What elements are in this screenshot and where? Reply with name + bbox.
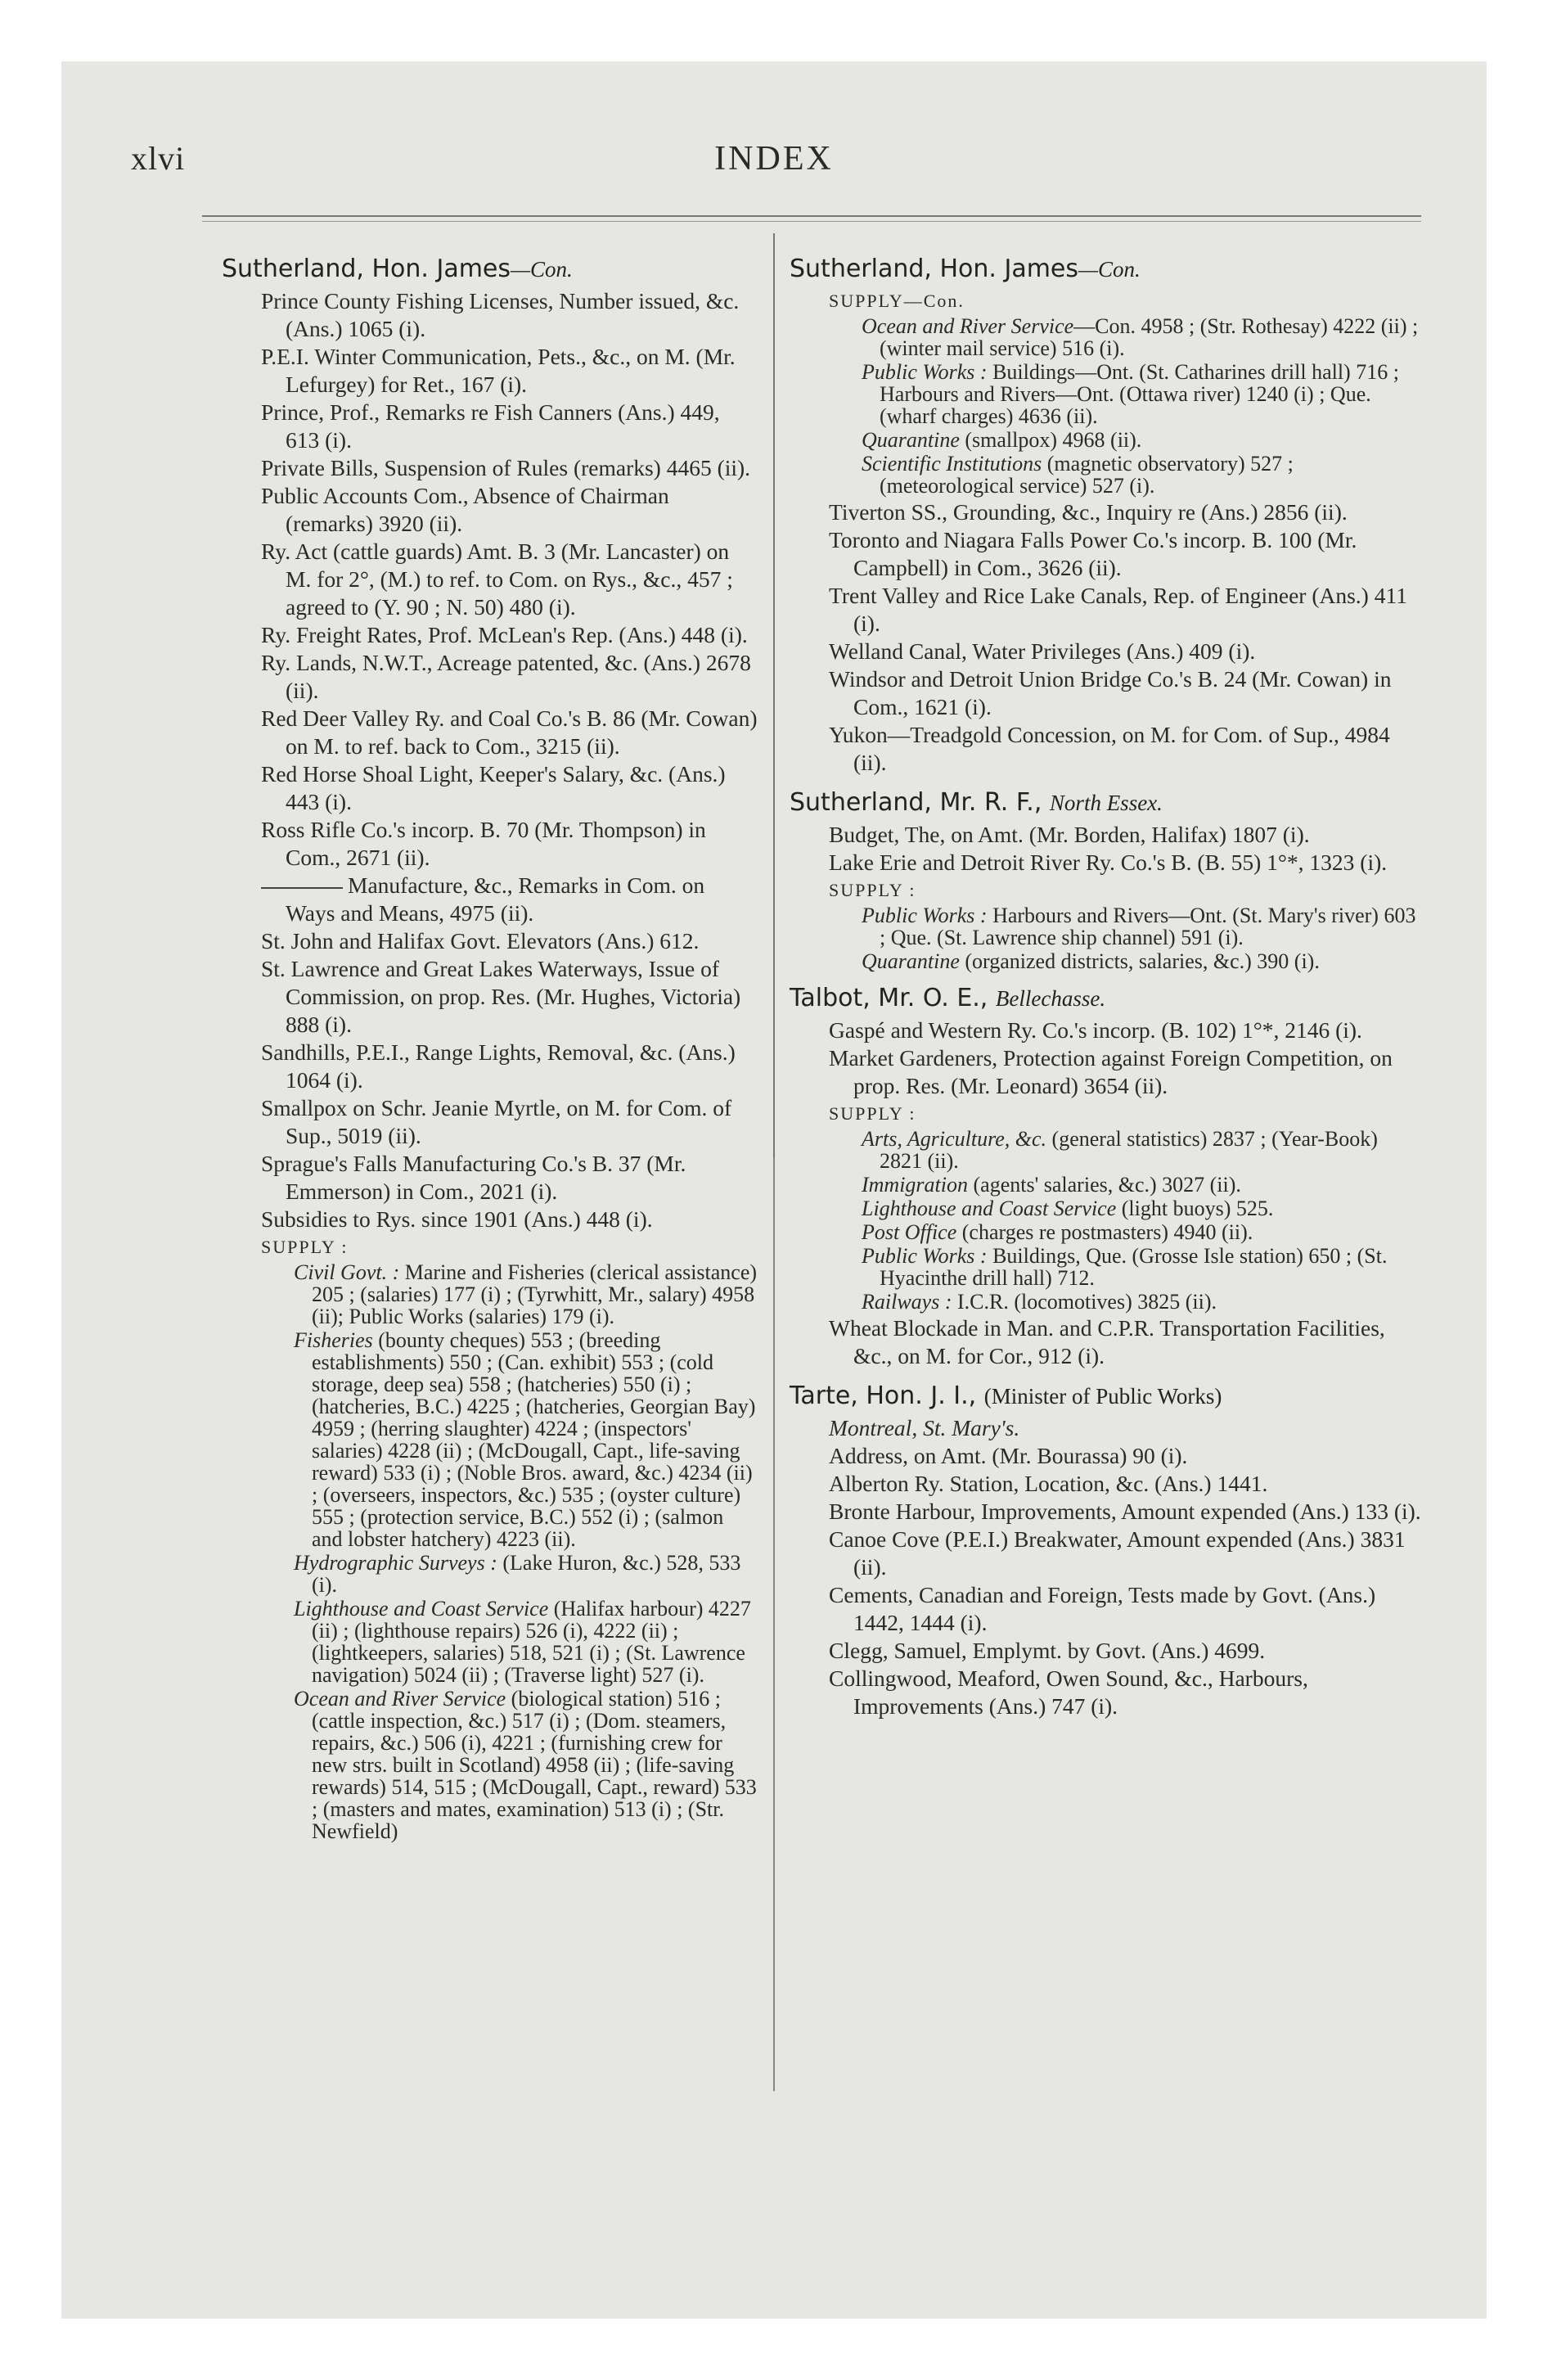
supply-text: Marine and Fisheries (clerical assistance) 205 ; (salaries) 177 (i) ; (Tyrwhitt, Mr., salary) 4958 (ii); Public Works (salaries) 179 (i).: [312, 1260, 758, 1328]
page-header: [61, 139, 1487, 188]
supply-entry: [294, 1261, 758, 1327]
supply-category: Ocean and River Service: [862, 314, 1074, 338]
supply-label: SUPPLY—Con.: [829, 291, 965, 311]
supply-category: Civil Govt. :: [294, 1260, 400, 1284]
supply-label: SUPPLY :: [829, 1103, 916, 1124]
supply-text: Harbours and Rivers—Ont. (St. Mary's river) 603 ; Que. (St. Lawrence ship channel) 591 (i).: [880, 904, 1416, 949]
entry-list: [790, 1442, 1424, 1720]
supply-text: I.C.R. (locomotives) 3825 (ii).: [952, 1290, 1217, 1314]
supply-entry: [862, 315, 1424, 359]
entry-list: [790, 1314, 1424, 1370]
index-entry: Toronto and Niagara Falls Power Co.'s incorp. B. 100 (Mr. Campbell) in Com., 3626 (ii).: [829, 527, 1357, 580]
index-entry: Yukon—Treadgold Concession, on M. for Com. of Sup., 4984 (ii).: [829, 722, 1390, 775]
supply-text: (organized districts, salaries, &c.) 390 (i).: [959, 949, 1320, 973]
supply-entry: [862, 1174, 1424, 1196]
supply-text: (agents' salaries, &c.) 3027 (ii).: [968, 1173, 1241, 1197]
supply-category: Post Office: [862, 1220, 957, 1244]
index-entry: Budget, The, on Amt. (Mr. Borden, Halifax) 1807 (i).: [829, 822, 1310, 847]
entry-list: [790, 1016, 1424, 1100]
index-entry: Clegg, Samuel, Emplymt. by Govt. (Ans.) 4699.: [829, 1638, 1266, 1663]
supply-text: Buildings—Ont. (St. Catharines drill hall) 716 ; Harbours and Rivers—Ont. (Ottawa river) 1240 (i) ; Que. (wharf charges) 4636 (ii).: [880, 360, 1399, 428]
column-divider: [773, 233, 775, 1158]
index-entry: Wheat Blockade in Man. and C.P.R. Transportation Facilities, &c., on M. for Cor., 912 (i).: [829, 1315, 1385, 1368]
index-entry: Ross Rifle Co.'s incorp. B. 70 (Mr. Thompson) in Com., 2671 (ii).: [261, 817, 706, 870]
index-entry: Canoe Cove (P.E.I.) Breakwater, Amount expended (Ans.) 3831 (ii).: [829, 1526, 1406, 1580]
supply-entry: [862, 361, 1424, 427]
supply-entry: [862, 453, 1424, 497]
index-entry: Lake Erie and Detroit River Ry. Co.'s B. (B. 55) 1°*, 1323 (i).: [829, 850, 1388, 875]
entry-list: [222, 287, 758, 1233]
index-entry: Smallpox on Schr. Jeanie Myrtle, on M. for Com. of Sup., 5019 (ii).: [261, 1095, 732, 1148]
repeat-dash: [261, 887, 343, 889]
entry-list: [790, 821, 1424, 877]
supply-list: [222, 1261, 758, 1842]
index-entry-text: Manufacture, &c., Remarks in Com. on Ways and Means, 4975 (ii).: [286, 872, 705, 926]
heading-sutherland-james-continued: [790, 255, 1424, 284]
entry-list: [790, 498, 1424, 777]
index-entry: Cements, Canadian and Foreign, Tests made by Govt. (Ans.) 1442, 1444 (i).: [829, 1582, 1376, 1635]
supply-text: —Con. 4958 ; (Str. Rothesay) 4222 (ii) ; (winter mail service) 516 (i).: [880, 314, 1419, 360]
heading-name: Sutherland, Hon. James: [222, 255, 511, 283]
left-column: [222, 243, 758, 1844]
supply-category: Public Works :: [862, 1244, 988, 1268]
supply-category: Lighthouse and Coast Service: [294, 1597, 549, 1620]
supply-text: (light buoys) 525.: [1116, 1197, 1274, 1220]
index-entry: Public Accounts Com., Absence of Chairman (remarks) 3920 (ii).: [261, 483, 669, 536]
supply-category: Public Works :: [862, 360, 988, 384]
index-entry: Address, on Amt. (Mr. Bourassa) 90 (i).: [829, 1443, 1188, 1468]
index-entry: Ry. Lands, N.W.T., Acreage patented, &c. (Ans.) 2678 (ii).: [261, 650, 751, 703]
index-entry: Ry. Act (cattle guards) Amt. B. 3 (Mr. Lancaster) on M. for 2°, (M.) to ref. to Com. on Rys., &c., 457 ; agreed to (Y. 90 ; N. 50) 480 (i).: [261, 539, 733, 620]
column-divider-lower: [773, 1158, 775, 2091]
heading-name: Sutherland, Mr. R. F.,: [790, 788, 1042, 817]
supply-category: Public Works :: [862, 904, 988, 927]
index-entry: Gaspé and Western Ry. Co.'s incorp. (B. 102) 1°*, 2146 (i).: [829, 1017, 1362, 1043]
supply-entry: [862, 950, 1424, 972]
heading-constituency: North Essex.: [1049, 791, 1163, 815]
supply-text: (Halifax harbour) 4227 (ii) ; (lighthouse repairs) 526 (i), 4222 (ii) ; (lightkeepers, salaries) 518, 521 (i) ; (St. Lawrence navigation) 5024 (ii) ; (Traverse light) 527 (i).: [312, 1597, 751, 1687]
index-page: [61, 61, 1487, 2319]
supply-category: Immigration: [862, 1173, 968, 1197]
heading-office: (Minister of Public Works): [983, 1384, 1222, 1409]
supply-text: (Lake Huron, &c.) 528, 533 (i).: [312, 1551, 741, 1597]
header-rule: [202, 215, 1421, 217]
heading-constituency: Bellechasse.: [995, 986, 1106, 1011]
supply-category: Scientific Institutions: [862, 452, 1042, 476]
supply-text: (magnetic observatory) 527 ; (meteorological service) 527 (i).: [880, 452, 1294, 498]
supply-entry: [862, 1245, 1424, 1289]
supply-text: (bounty cheques) 553 ; (breeding establishments) 550 ; (Can. exhibit) 553 ; (cold storage, deep sea) 558 ; (hatcheries) 550 (i) ; (hatcheries, B.C.) 4225 ; (hatcheries, Georgian Bay) 4959 ; (herring slaughter) 4224 ; (inspectors' salaries) 4228 (ii) ; (McDougall, Capt., life-saving reward) 533 (i) ; (Noble Bros. award, &c.) 4234 (ii) ; (overseers, inspectors, &c.) 535 ; (oyster culture) 555 ; (protection service, B.C.) 552 (i) ; (salmon and lobster hatchery) 4223 (ii).: [312, 1328, 756, 1551]
index-entry: Prince County Fishing Licenses, Number issued, &c. (Ans.) 1065 (i).: [261, 288, 740, 341]
index-entry: Bronte Harbour, Improvements, Amount expended (Ans.) 133 (i).: [829, 1499, 1421, 1524]
supply-category: Fisheries: [294, 1328, 373, 1352]
page-number: xlvi: [131, 140, 186, 177]
supply-entry: [294, 1688, 758, 1842]
heading-sutherland-rf: [790, 788, 1424, 818]
index-entry: Red Deer Valley Ry. and Coal Co.'s B. 86 (Mr. Cowan) on M. to ref. back to Com., 3215 (ii).: [261, 705, 758, 759]
heading-name: Tarte, Hon. J. I.,: [790, 1382, 977, 1410]
supply-entry: [862, 904, 1424, 949]
heading-tarte: [790, 1382, 1424, 1411]
index-entry: Ry. Freight Rates, Prof. McLean's Rep. (Ans.) 448 (i).: [261, 622, 748, 647]
supply-entry: [294, 1552, 758, 1596]
index-entry-continued: [261, 872, 758, 927]
heading-talbot: [790, 984, 1424, 1013]
index-entry: Red Horse Shoal Light, Keeper's Salary, &c. (Ans.) 443 (i).: [261, 761, 726, 814]
supply-category: Arts, Agriculture, &c.: [862, 1127, 1047, 1151]
index-entry: Tiverton SS., Grounding, &c., Inquiry re (Ans.) 2856 (ii).: [829, 499, 1348, 525]
supply-entry: [294, 1329, 758, 1550]
supply-category: Quarantine: [862, 949, 960, 973]
index-entry: Sprague's Falls Manufacturing Co.'s B. 37 (Mr. Emmerson) in Com., 2021 (i).: [261, 1151, 686, 1204]
supply-label: SUPPLY :: [829, 880, 916, 900]
index-entry: Subsidies to Rys. since 1901 (Ans.) 448 (i).: [261, 1206, 653, 1232]
header-rule-secondary: [202, 221, 1421, 222]
supply-text: Buildings, Que. (Grosse Isle station) 650 ; (St. Hyacinthe drill hall) 712.: [880, 1244, 1388, 1290]
index-entry: Collingwood, Meaford, Owen Sound, &c., Harbours, Improvements (Ans.) 747 (i).: [829, 1666, 1308, 1719]
supply-category: Quarantine: [862, 428, 960, 452]
supply-list: [790, 904, 1424, 972]
heading-continued: —Con.: [511, 257, 573, 282]
right-column: [790, 243, 1424, 1720]
heading-sutherland-james: [222, 255, 758, 284]
supply-category: Railways :: [862, 1290, 952, 1314]
running-title: INDEX: [714, 140, 834, 178]
heading-name: Talbot, Mr. O. E.,: [790, 984, 988, 1012]
supply-entry: [294, 1598, 758, 1686]
supply-category: Ocean and River Service: [294, 1687, 506, 1711]
supply-entry: [862, 1221, 1424, 1243]
supply-list: [790, 315, 1424, 497]
supply-list: [790, 1128, 1424, 1313]
index-entry: P.E.I. Winter Communication, Pets., &c., on M. (Mr. Lefurgey) for Ret., 167 (i).: [261, 344, 736, 397]
index-entry: Market Gardeners, Protection against Foreign Competition, on prop. Res. (Mr. Leonard) 3654 (ii).: [829, 1045, 1393, 1098]
index-entry: St. Lawrence and Great Lakes Waterways, Issue of Commission, on prop. Res. (Mr. Hughes, Victoria) 888 (i).: [261, 956, 741, 1037]
heading-continued: —Con.: [1078, 257, 1141, 282]
index-entry: Windsor and Detroit Union Bridge Co.'s B. 24 (Mr. Cowan) in Com., 1621 (i).: [829, 666, 1392, 719]
supply-category: Hydrographic Surveys :: [294, 1551, 497, 1575]
heading-constituency: Montreal, St. Mary's.: [829, 1415, 1020, 1440]
index-entry: Welland Canal, Water Privileges (Ans.) 409 (i).: [829, 638, 1256, 664]
index-entry: Prince, Prof., Remarks re Fish Canners (Ans.) 449, 613 (i).: [261, 399, 720, 453]
supply-entry: [862, 1291, 1424, 1313]
index-entry: Alberton Ry. Station, Location, &c. (Ans.) 1441.: [829, 1471, 1268, 1496]
supply-text: (smallpox) 4968 (ii).: [959, 428, 1142, 452]
heading-name: Sutherland, Hon. James: [790, 255, 1079, 283]
supply-entry: [862, 429, 1424, 451]
supply-label: SUPPLY :: [261, 1237, 349, 1257]
supply-entry: [862, 1128, 1424, 1172]
supply-entry: [862, 1197, 1424, 1219]
index-entry: Sandhills, P.E.I., Range Lights, Removal, &c. (Ans.) 1064 (i).: [261, 1039, 736, 1093]
index-entry: Private Bills, Suspension of Rules (remarks) 4465 (ii).: [261, 455, 751, 480]
supply-text: (charges re postmasters) 4940 (ii).: [956, 1220, 1253, 1244]
index-entry: St. John and Halifax Govt. Elevators (Ans.) 612.: [261, 928, 700, 953]
supply-text: (general statistics) 2837 ; (Year-Book) 2821 (ii).: [880, 1127, 1378, 1173]
index-entry: Trent Valley and Rice Lake Canals, Rep. of Engineer (Ans.) 411 (i).: [829, 583, 1407, 636]
supply-category: Lighthouse and Coast Service: [862, 1197, 1117, 1220]
supply-text: (biological station) 516 ; (cattle inspection, &c.) 517 (i) ; (Dom. steamers, repairs, &c.) 506 (i), 4221 ; (furnishing crew for new strs. built in Scotland) 4958 (ii) ; (life-saving rewards) 514, 515 ; (McDougall, Capt., reward) 533 ; (masters and mates, examination) 513 (i) ; (Str. Newfield): [312, 1687, 757, 1843]
